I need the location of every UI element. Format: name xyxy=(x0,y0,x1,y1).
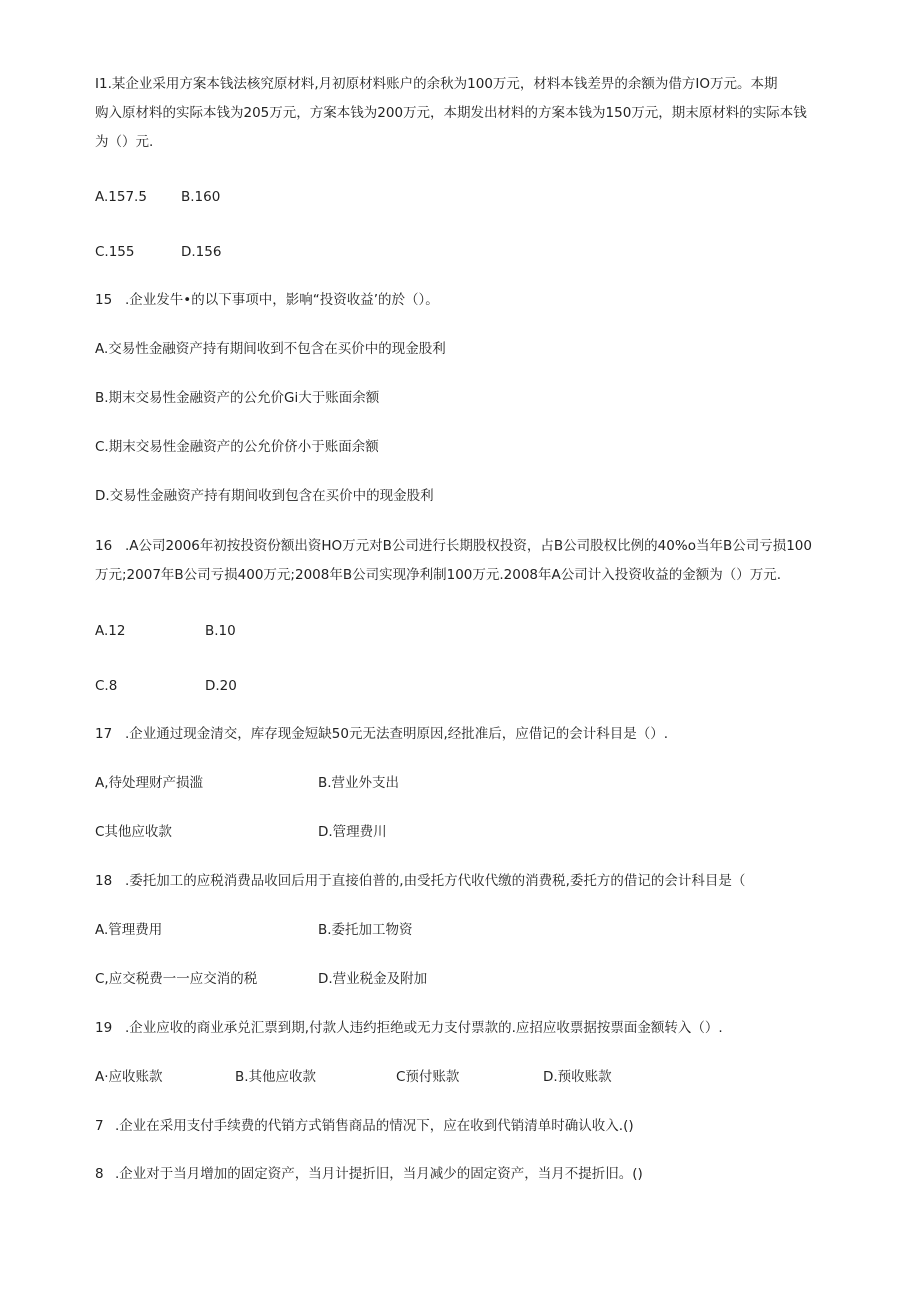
q17-number: 17 xyxy=(95,726,113,742)
judge8-number: 8 xyxy=(95,1166,104,1182)
q19-text: .企业应收的商业承兑汇票到期,付款人违约拒绝或无力支付票款的.应招应收票据按票面金额转入（）. xyxy=(125,1020,723,1036)
q14-option-c: C.155 xyxy=(95,244,135,260)
judge8-question xyxy=(95,1164,643,1184)
judge7-question xyxy=(95,1116,634,1136)
q19-option-c: C预付账款 xyxy=(396,1069,460,1085)
q17-text: .企业通过现金清交，库存现金短缺50元无法查明原因,经批准后，应借记的会计科目是（）. xyxy=(125,726,669,742)
q18-number: 18 xyxy=(95,873,113,889)
q18-text: .委托加工的应税消费品收回后用于直接伯普的,由受托方代收代缴的消费税,委托方的借记的会计科目是（ xyxy=(125,873,746,889)
judge7-text: .企业在采用支付手续费的代销方式销售商品的情况下，应在收到代销清单时确认收入.() xyxy=(115,1118,634,1134)
q15-number: 15 xyxy=(95,292,113,308)
q17-option-b: B.营业外支出 xyxy=(318,775,400,791)
q14-option-a: A.157.5 xyxy=(95,189,147,205)
q18-question xyxy=(95,871,745,891)
q15-option-a: A.交易性金融资产持有期间收到不包含在买价中的现金股利 xyxy=(95,341,446,357)
judge7-number: 7 xyxy=(95,1118,104,1134)
q16-option-c: C.8 xyxy=(95,678,118,694)
q19-option-d: D.预收账款 xyxy=(543,1069,612,1085)
q17-option-c: C其他应收款 xyxy=(95,824,172,840)
q14-line-3: 为（）元. xyxy=(95,134,154,150)
q14-line-1: I1.某企业采用方案本钱法核究原材料,月初原材料账户的余秋为100万元，材料本钱差畀的余额为借方IO万元。本期 xyxy=(95,76,778,92)
q17-option-a: A,待处理财产损滥 xyxy=(95,775,204,791)
q19-number: 19 xyxy=(95,1020,113,1036)
q14-option-b: B.160 xyxy=(181,189,221,205)
q18-option-d: D.营业税金及附加 xyxy=(318,971,428,987)
q19-option-a: A·应收账款 xyxy=(95,1069,163,1085)
q16-option-a: A.12 xyxy=(95,623,126,639)
q14-line-2: 购入原材料的实际本钱为205万元，方案本钱为200万元，本期发出材料的方案本钱为150万元，期末原材料的实际本钱 xyxy=(95,105,807,121)
q16-number: 16 xyxy=(95,538,113,554)
q18-option-a: A.管理费用 xyxy=(95,922,163,938)
q18-option-c: C,应交税费一一应交消的税 xyxy=(95,971,258,987)
q14-option-d: D.156 xyxy=(181,244,222,260)
judge8-text: .企业对于当月增加的固定资产，当月计提折旧，当月减少的固定资产，当月不提折旧。() xyxy=(115,1166,643,1182)
q16-line-2: 万元;2007年B公司亏损400万元;2008年B公司实现净利制100万元.2008年A公司计入投资收益的金额为（）万元. xyxy=(95,567,782,583)
q19-option-b: B.其他应收款 xyxy=(235,1069,317,1085)
q16-line-1 xyxy=(95,536,812,556)
q15-option-d: D.交易性金融资产持有期间收到包含在买价中的现金股利 xyxy=(95,488,434,504)
q18-option-b: B.委托加工物资 xyxy=(318,922,413,938)
q16-option-d: D.20 xyxy=(205,678,237,694)
q16-text-1: .A公司2006年初按投资份额出资HO万元对B公司进行长期股权投资，占B公司股权比例的40%o当年B公司亏损100 xyxy=(125,538,812,554)
q17-option-d: D.管理费川 xyxy=(318,824,387,840)
q15-option-c: C.期末交易性金融资产的公允价侪小于账面余额 xyxy=(95,439,379,455)
q19-question xyxy=(95,1018,723,1038)
q15-question xyxy=(95,290,439,310)
q17-question xyxy=(95,724,668,744)
q15-option-b: B.期末交易性金融资产的公允价Gi大于账面余额 xyxy=(95,390,380,406)
q16-option-b: B.10 xyxy=(205,623,236,639)
q15-text: .企业发牛•的以下事项中，影响“投资收益’的於（）。 xyxy=(125,292,439,308)
